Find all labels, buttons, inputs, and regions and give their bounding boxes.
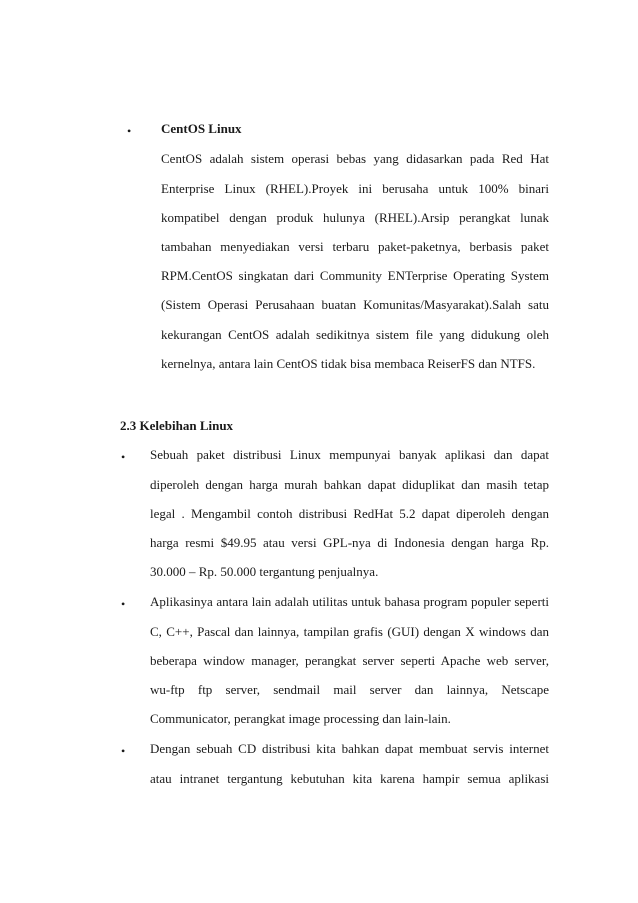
paragraph-line: CentOS adalah sistem operasi bebas yang didasarkan pada Red Hat: [161, 151, 549, 166]
centos-title: CentOS Linux: [161, 121, 242, 136]
paragraph-line: legal . Mengambil contoh distribusi RedHat 5.2 dapat diperoleh dengan: [150, 506, 549, 521]
paragraph-line: C, C++, Pascal dan lainnya, tampilan grafis (GUI) dengan X windows dan: [150, 624, 549, 639]
paragraph-line: (Sistem Operasi Perusahaan buatan Komunitas/Masyarakat).Salah satu: [161, 297, 549, 312]
paragraph-line: kompatibel dengan produk hulunya (RHEL).Arsip perangkat lunak: [161, 210, 549, 225]
section-heading: 2.3 Kelebihan Linux: [120, 418, 234, 433]
paragraph-line: 30.000 – Rp. 50.000 tergantung penjualnya.: [150, 564, 379, 579]
paragraph-line: Communicator, perangkat image processing dan lain-lain.: [150, 711, 451, 726]
paragraph-line: wu-ftp ftp server, sendmail mail server dan lainnya, Netscape: [150, 682, 549, 697]
bullet-item-2: •: [121, 597, 126, 611]
paragraph-line: atau intranet tergantung kebutuhan kita karena hampir semua aplikasi: [150, 771, 549, 786]
bullet-item-3: •: [121, 744, 126, 758]
paragraph-line: harga resmi $49.95 atau versi GPL-nya di Indonesia dengan harga Rp.: [150, 535, 549, 550]
paragraph-line: Sebuah paket distribusi Linux mempunyai banyak aplikasi dan dapat: [150, 447, 549, 462]
paragraph-line: RPM.CentOS singkatan dari Community ENTerprise Operating System: [161, 268, 549, 283]
bullet-centos: •: [127, 124, 132, 138]
paragraph-line: Aplikasinya antara lain adalah utilitas untuk bahasa program populer seperti: [150, 594, 549, 609]
paragraph-line: Enterprise Linux (RHEL).Proyek ini berusaha untuk 100% binari: [161, 181, 549, 196]
bullet-item-1: •: [121, 450, 126, 464]
paragraph-line: tambahan menyediakan versi terbaru paket-paketnya, berbasis paket: [161, 239, 549, 254]
paragraph-line: kernelnya, antara lain CentOS tidak bisa membaca ReiserFS dan NTFS.: [161, 356, 536, 371]
paragraph-line: kekurangan CentOS adalah sedikitnya sistem file yang didukung oleh: [161, 327, 549, 342]
paragraph-line: Dengan sebuah CD distribusi kita bahkan dapat membuat servis internet: [150, 741, 549, 756]
paragraph-line: diperoleh dengan harga murah bahkan dapat diduplikat dan masih tetap: [150, 477, 549, 492]
paragraph-line: beberapa window manager, perangkat server seperti Apache web server,: [150, 653, 549, 668]
